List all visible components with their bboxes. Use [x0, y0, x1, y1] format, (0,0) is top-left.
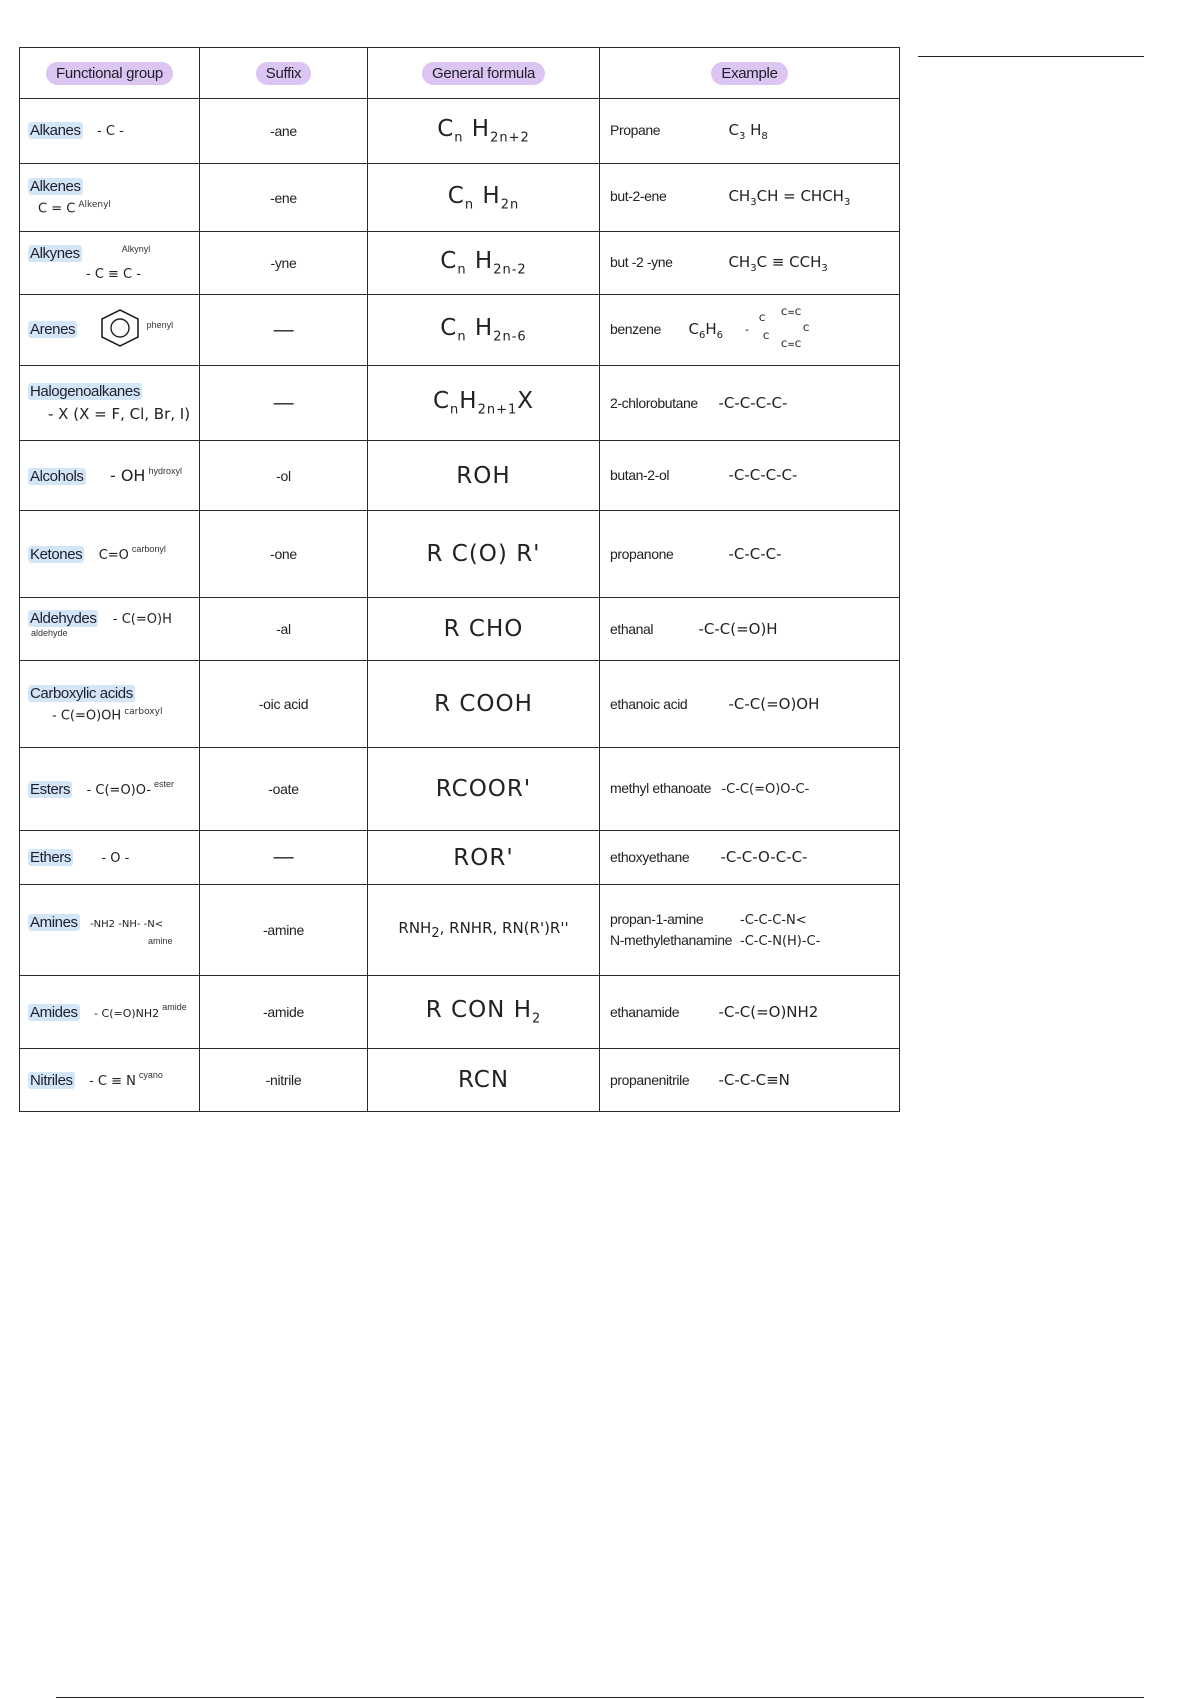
group-cell: Alkanes - C -	[20, 99, 200, 164]
example-cell: but -2 -yne $CH_3C \equiv CCH_3$	[600, 232, 900, 295]
example-cell: 2-chlorobutane -C-C-C-C-	[600, 366, 900, 441]
group-cell: Arenes $^{phenyl}$	[20, 295, 200, 366]
group-cell: Esters - C(=O)O- $^{ester}$	[20, 748, 200, 831]
header-rule	[918, 56, 1144, 57]
table-row	[20, 831, 900, 885]
table-row	[20, 232, 900, 295]
functional-group-table	[19, 47, 900, 1112]
header-suffix: Suffix	[200, 48, 368, 99]
formula-cell: RCOOR'	[368, 748, 600, 831]
group-cell: Aldehydes - C(=O)H$^{aldehyde}$	[20, 598, 200, 661]
suffix-cell: —	[200, 295, 368, 366]
suffix-cell: -yne	[200, 232, 368, 295]
table-row	[20, 164, 900, 232]
example-formula: $C_3$ $H_8$	[728, 120, 768, 142]
suffix-cell: -amine	[200, 885, 368, 976]
example-cell: ethanal -C-C(=O)H	[600, 598, 900, 661]
table-row	[20, 441, 900, 511]
example-cell: propanone -C-C-C-	[600, 511, 900, 598]
group-cell: Alcohols - OH $^{hydroxyl}$	[20, 441, 200, 511]
benzene-ring-icon	[96, 308, 144, 352]
suffix-cell: -nitrile	[200, 1049, 368, 1112]
suffix-cell: -amide	[200, 976, 368, 1049]
svg-text:C=C: C=C	[781, 307, 802, 318]
suffix-cell: -oate	[200, 748, 368, 831]
suffix-cell: -ane	[200, 99, 368, 164]
group-cell: Ketones C=O $^{carbonyl}$	[20, 511, 200, 598]
table-row	[20, 366, 900, 441]
svg-text:C: C	[763, 331, 770, 342]
suffix-cell: -ene	[200, 164, 368, 232]
group-cell: Amines -NH2 -NH- -N< amine	[20, 885, 200, 976]
example-cell: ethoxyethane -C-C-O-C-C-	[600, 831, 900, 885]
table-row	[20, 976, 900, 1049]
group-cell: Carboxylic acids - C(=O)OH $^{carboxyl}$	[20, 661, 200, 748]
group-cell: Halogenoalkanes - X (X = F, Cl, Br, I)	[20, 366, 200, 441]
group-cell: Alkynes $^{Alkynyl}$ - C ≡ C -	[20, 232, 200, 295]
suffix-cell: —	[200, 831, 368, 885]
suffix-cell: -one	[200, 511, 368, 598]
svg-text:C=C: C=C	[781, 339, 802, 350]
table-row	[20, 598, 900, 661]
benzene-structure-icon	[741, 307, 821, 354]
table-row	[20, 661, 900, 748]
example-cell: butan-2-ol -C-C-C-C-	[600, 441, 900, 511]
formula-cell: $C_nH_{2n+1}X$	[368, 366, 600, 441]
example-formula: $C_6H_6$	[688, 320, 723, 342]
example-cell: benzene $C_6H_6$ - C C=C C C C=C	[600, 295, 900, 366]
suffix-cell: -ol	[200, 441, 368, 511]
footer-rule	[56, 1697, 1144, 1698]
formula-cell: $C_n$ $H_{2n+2}$	[368, 99, 600, 164]
formula-cell: ROH	[368, 441, 600, 511]
formula-cell: R C(O) R'	[368, 511, 600, 598]
table-row	[20, 295, 900, 366]
example-cell: ethanamide -C-C(=O)NH2	[600, 976, 900, 1049]
table-row	[20, 99, 900, 164]
formula-cell: $C_n$ $H_{2n-2}$	[368, 232, 600, 295]
suffix-cell: -oic acid	[200, 661, 368, 748]
example-cell: ethanoic acid -C-C(=O)OH	[600, 661, 900, 748]
example-formula: $CH_3C \equiv CCH_3$	[728, 252, 828, 274]
svg-text:C: C	[803, 323, 810, 334]
example-cell: methyl ethanoate -C-C(=O)O-C-	[600, 748, 900, 831]
group-cell: Amides - C(=O)NH2 $^{amide}$	[20, 976, 200, 1049]
group-cell: Alkenes C = C $^{Alkenyl}$	[20, 164, 200, 232]
header-example: Example	[600, 48, 900, 99]
table-row	[20, 748, 900, 831]
formula-cell: R COOH	[368, 661, 600, 748]
svg-text:-: -	[745, 322, 750, 336]
table-header-row	[20, 48, 900, 99]
example-cell: Propane $C_3$ $H_8$	[600, 99, 900, 164]
suffix-cell: -al	[200, 598, 368, 661]
group-cell: Nitriles - C ≡ N $^{cyano}$	[20, 1049, 200, 1112]
formula-cell: R CHO	[368, 598, 600, 661]
svg-text:C: C	[759, 313, 766, 324]
formula-cell: ROR'	[368, 831, 600, 885]
formula-cell: $C_n$ $H_{2n}$	[368, 164, 600, 232]
table-row	[20, 1049, 900, 1112]
example-cell: but-2-ene $CH_3CH$ = $CHCH_3$	[600, 164, 900, 232]
example-cell: propan-1-amine -C-C-C-N< N-methylethanamine -C-C-N(H)-C-	[600, 885, 900, 976]
table-row	[20, 511, 900, 598]
example-cell: propanenitrile -C-C-C≡N	[600, 1049, 900, 1112]
table-row	[20, 885, 900, 976]
formula-cell: $C_n$ $H_{2n-6}$	[368, 295, 600, 366]
header-formula: General formula	[368, 48, 600, 99]
group-cell: Ethers - O -	[20, 831, 200, 885]
suffix-cell: —	[200, 366, 368, 441]
formula-cell: R CON $H_2$	[368, 976, 600, 1049]
formula-cell: RCN	[368, 1049, 600, 1112]
example-formula: $CH_3CH$ = $CHCH_3$	[728, 187, 851, 208]
header-group: Functional group	[20, 48, 200, 99]
formula-cell: $RNH_2$, RNHR, RN(R')R''	[368, 885, 600, 976]
